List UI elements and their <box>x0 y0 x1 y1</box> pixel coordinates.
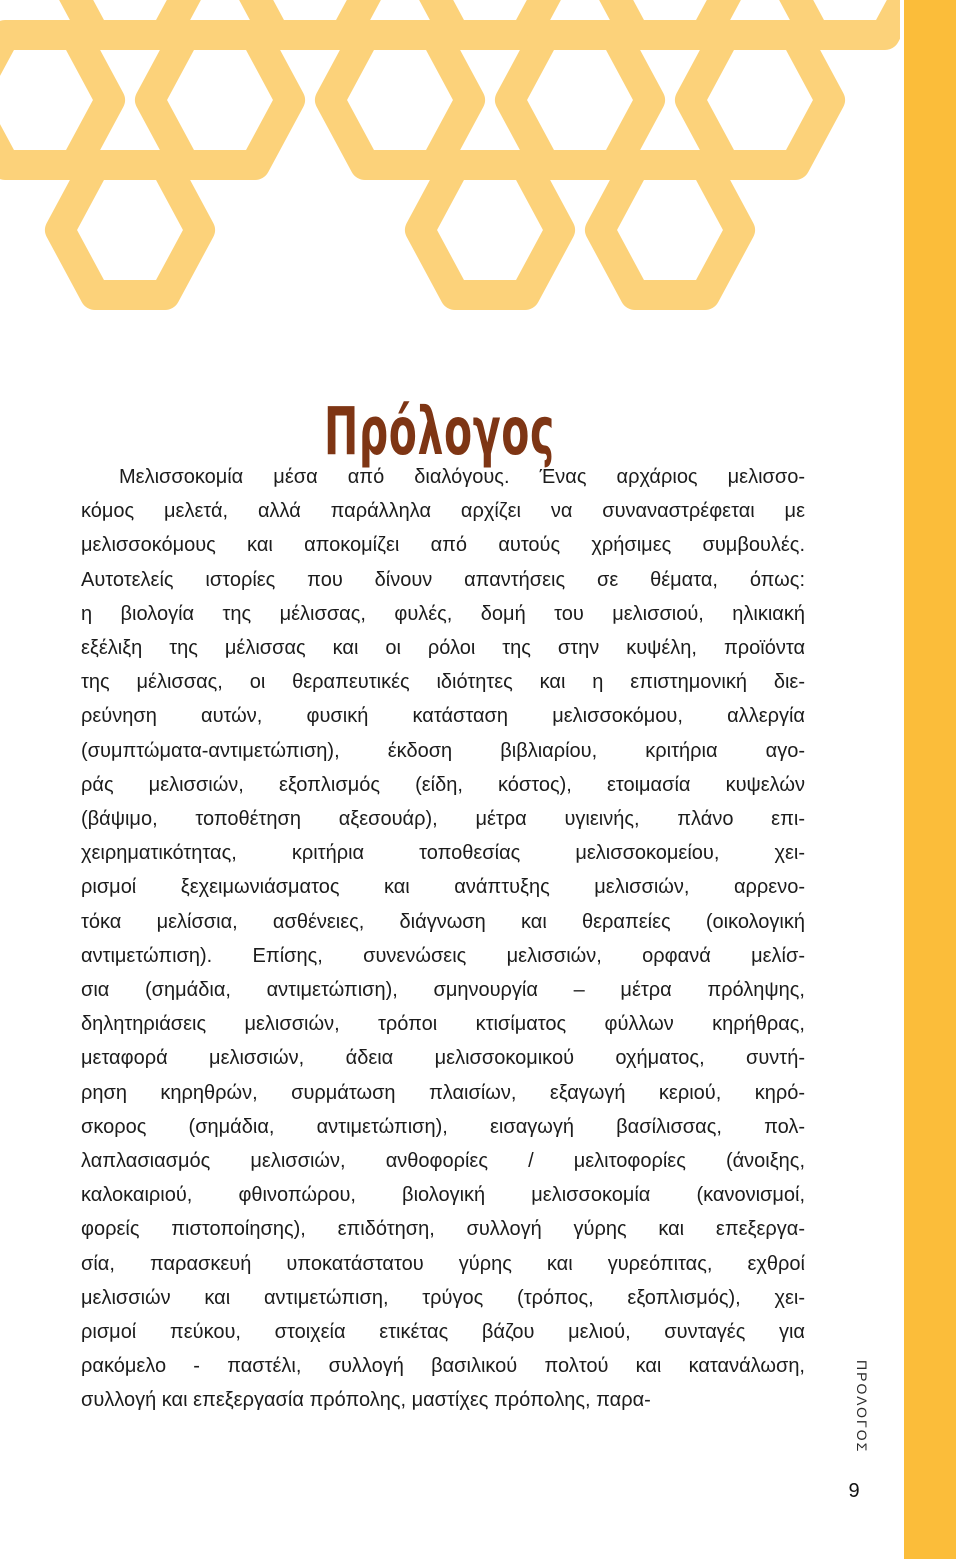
honeycomb-cell <box>330 35 470 165</box>
honeycomb-cell <box>60 165 200 295</box>
body-line: Αυτοτελείς ιστορίες που δίνουν απαντήσεις σε θέματα, όπως: <box>81 568 805 591</box>
side-accent-bar <box>904 0 956 1559</box>
body-line: λαπλασιασμός μελισσιών, ανθοφορίες / μελιτοφορίες (άνοιξης, <box>81 1150 805 1173</box>
honeycomb-cell <box>600 165 740 295</box>
body-line: τόκα μελίσσια, ασθένειες, διάγνωση και θεραπείες (οικολογική <box>81 910 805 933</box>
body-line: ρηση κηρηθρών, συρμάτωση πλαισίων, εξαγωγή κεριού, κηρό- <box>81 1081 805 1104</box>
body-paragraph <box>81 460 805 1418</box>
honeycomb-cell <box>150 35 290 165</box>
body-line: ρακόμελο - παστέλι, συλλογή βασιλικού πολτού και κατανάλωση, <box>81 1355 805 1378</box>
page-number: 9 <box>848 1480 860 1502</box>
body-line: ρισμοί ξεχειμωνιάσματος και ανάπτυξης μελισσιών, αρρενο- <box>81 876 805 899</box>
body-line: ρισμοί πεύκου, στοιχεία ετικέτας βάζου μελιού, συνταγές για <box>81 1321 805 1344</box>
body-line: της μέλισσας, οι θεραπευτικές ιδιότητες και η επιστημονική διε- <box>81 671 805 694</box>
body-line: (βάψιμο, τοποθέτηση αξεσουάρ), μέτρα υγιεινής, πλάνο επι- <box>81 808 805 831</box>
body-line: κόμος μελετά, αλλά παράλληλα αρχίζει να συναναστρέφεται με <box>81 500 805 523</box>
body-line: φορείς πιστοποίησης), επιδότηση, συλλογή γύρης και επεξεργα- <box>81 1218 805 1241</box>
page-title: Πρόλογος <box>324 393 555 471</box>
body-line: Μελισσοκομία μέσα από διαλόγους. Ένας αρχάριος μελισσο- <box>119 466 805 488</box>
body-line: εξέλιξη της μέλισσας και οι ρόλοι της στην κυψέλη, προϊόντα <box>81 637 805 660</box>
body-line: ρεύνηση αυτών, φυσική κατάσταση μελισσοκόμου, αλλεργία <box>81 705 805 728</box>
body-line: χειρηματικότητας, κριτήρια τοποθεσίας μελισσοκομείου, χει- <box>81 842 805 865</box>
body-line: (συμπτώματα-αντιμετώπιση), έκδοση βιβλιαρίου, κριτήρια αγο- <box>81 739 805 762</box>
body-line: σια (σημάδια, αντιμετώπιση), σμηνουργία – μέτρα πρόληψης, <box>81 979 805 1002</box>
honeycomb-cell <box>510 35 650 165</box>
body-line: δηλητηριάσεις μελισσιών, τρόποι κτισίματος φύλλων κηρήθρας, <box>81 1013 805 1036</box>
chapter-side-label: ΠΡΟΛΟΓΟΣ <box>854 1360 870 1454</box>
body-line: σκορος (σημάδια, αντιμετώπιση), εισαγωγή βασίλισσας, πολ- <box>81 1115 805 1138</box>
body-line: η βιολογία της μέλισσας, φυλές, δομή του μελισσιού, ηλικιακή <box>81 602 805 625</box>
honeycomb-cell <box>690 35 830 165</box>
body-line: ράς μελισσιών, εξοπλισμός (είδη, κόστος), ετοιμασία κυψελών <box>81 773 805 796</box>
body-line: καλοκαιριού, φθινοπώρου, βιολογική μελισσοκομία (κανονισμοί, <box>81 1184 805 1207</box>
body-line: μελισσοκόμους και αποκομίζει από αυτούς χρήσιμες συμβουλές. <box>81 534 805 557</box>
body-line: συλλογή και επεξεργασία πρόπολης, μαστίχες πρόπολης, παρα- <box>81 1389 651 1412</box>
body-line: μεταφορά μελισσιών, άδεια μελισσοκομικού οχήματος, συντή- <box>81 1047 805 1070</box>
body-line: μελισσιών και αντιμετώπιση, τρύγος (τρόπος, εξοπλισμός), χει- <box>81 1286 805 1309</box>
honeycomb-decoration <box>0 0 900 350</box>
body-line: αντιμετώπιση). Επίσης, συνενώσεις μελισσιών, ορφανά μελίσ- <box>81 944 805 967</box>
honeycomb-cell <box>0 35 110 165</box>
honeycomb-cell <box>420 165 560 295</box>
body-line: σία, παρασκευή υποκατάστατου γύρης και γυρεόπιτας, εχθροί <box>81 1252 805 1275</box>
